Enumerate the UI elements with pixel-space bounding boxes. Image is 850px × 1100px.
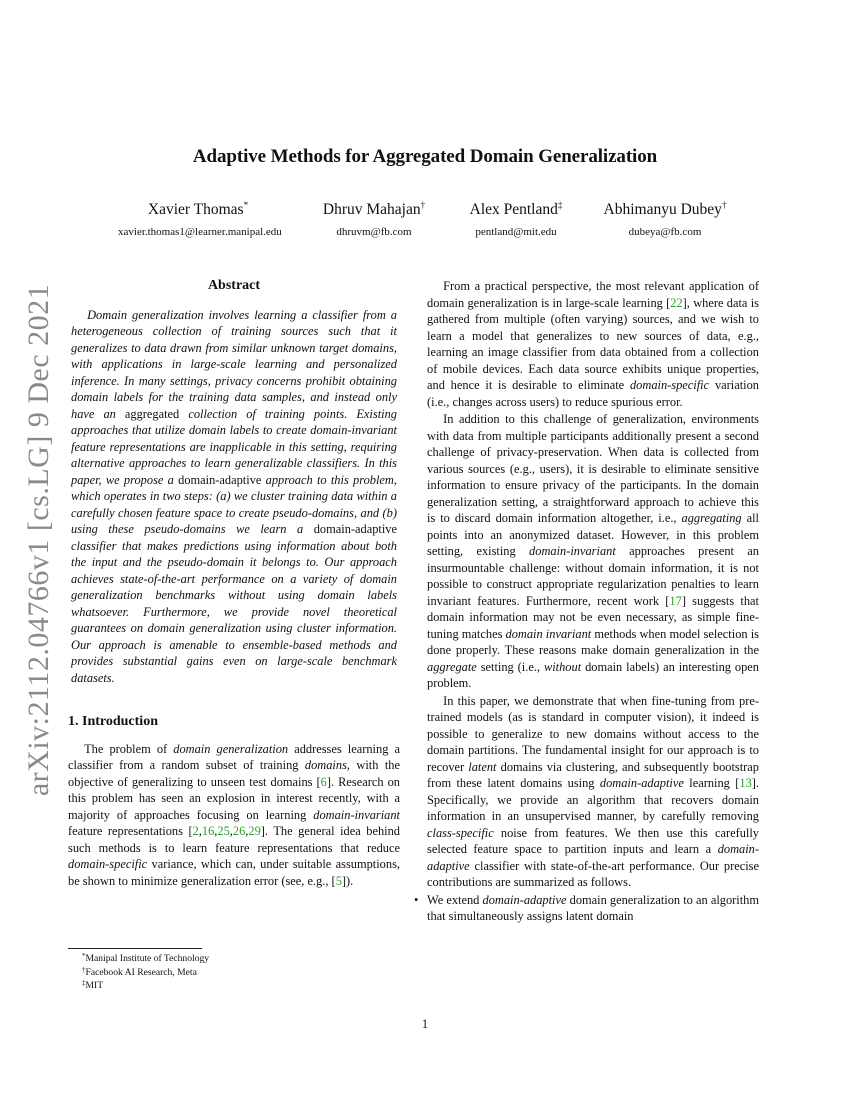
- abstract-heading: Abstract: [207, 278, 261, 293]
- paper-title: Adaptive Methods for Aggregated Domain Generalization: [192, 146, 658, 167]
- author-email: dubeya@fb.com: [628, 226, 702, 238]
- body-paragraph: In addition to this challenge of generalization, environments with data from multiple participants additionally present a second challenge of privacy-preservation. When data is collected from various sources (e.g., users), it is desirable to eliminate sensitive information to ensure privacy of the participants. In the domain generalization setting, a straightforward approach to achieve this is to discard domain information altogether, i.e., aggregating all points into an anonymized dataset. However, in this problem setting, existing domain-invariant approaches present an insurmountable challenge: without domain information, it is not possible to construct appropriate regularization penalties to learn invariant features. Furthermore, recent work [17] suggests that domain information may not be even necessary, as simple fine-tuning matches domain invariant methods when model selection is done properly. These reasons make domain generalization in the aggregate setting (i.e., without domain labels) an interesting open problem.: [427, 412, 759, 690]
- citation-link[interactable]: 6: [320, 774, 327, 789]
- author-block: [592, 200, 738, 240]
- author-name: Abhimanyu Dubey†: [603, 200, 727, 218]
- bullet-icon: •: [414, 892, 419, 907]
- footnotes: [82, 952, 209, 993]
- citation-link[interactable]: 26: [232, 824, 246, 838]
- footnote: ‡MIT: [82, 979, 104, 991]
- abstract-body: Domain generalization involves learning a classifier from a heterogeneous collection of training sources such that it generalizes to data drawn from similar unknown target domains, with applications in large-scale learning and personalized inference. In many settings, privacy concerns prohibit obtaining domain labels for the training data samples, and instead only have an aggregated collection of training points. Existing approaches that utilize domain labels to create domain-invariant feature representations are inapplicable in this setting, requiring alternative approaches to learn generalizable classifiers. In this paper, we propose a domain-adaptive approach to this problem, which operates in two steps: (a) we cluster training data within a carefully chosen feature space to create pseudo-domains, and (b) using these pseudo-domains we learn a domain-adaptive classifier that makes predictions using information about both the input and the pseudo-domain it belongs to. Our approach achieves state-of-the-art performance on a variety of domain generalization benchmarks without using domain labels whatsoever. Furthermore, we provide novel theoretical guarantees on domain generalization using cluster information. Our approach is amenable to ensemble-based methods and provides substantial gains even on large-scale benchmark datasets.: [71, 307, 397, 685]
- citation-link[interactable]: 5: [335, 873, 342, 888]
- page-number: 1: [421, 1017, 429, 1031]
- citation-link[interactable]: 2: [192, 824, 199, 838]
- author-email: pentland@mit.edu: [475, 226, 557, 238]
- citation-link[interactable]: 25: [217, 824, 230, 838]
- author-name: Alex Pentland‡: [469, 200, 563, 218]
- body-paragraph: From a practical perspective, the most relevant application of domain generalization is in large-scale learning [22], where data is gathered from multiple (often varying) sources, and we wish to learn a model that generalizes to new sources of data, e.g., learning an image classifier from data obtained from a collection of mobile devices. Each data source exhibits unique properties, and hence it is desirable to eliminate domain-specific variation (i.e., changes across users) to reduce spurious error.: [427, 279, 760, 409]
- author-email: dhruvm@fb.com: [336, 226, 412, 238]
- right-column: [414, 278, 760, 925]
- author-block: [458, 200, 574, 240]
- citation-link[interactable]: 13: [739, 776, 752, 790]
- citation-link[interactable]: 16: [201, 824, 215, 838]
- arxiv-stamp: arXiv:2112.04766v1 [cs.LG] 9 Dec 2021: [22, 283, 56, 797]
- footnote: †Facebook AI Research, Meta: [82, 965, 197, 978]
- citation-link[interactable]: 29: [248, 824, 261, 838]
- author-name: Xavier Thomas*: [147, 200, 249, 218]
- citation-link[interactable]: 17: [669, 593, 682, 608]
- footnote-divider: [68, 948, 202, 949]
- left-column: [68, 272, 400, 889]
- intro-paragraph: The problem of domain generalization addresses learning a classifier from a random subset of training domains, with the objective of generalizing to unseen test domains [6]. Research on this problem has seen an explosion in interest recently, with a majority of approaches focusing on learning domain-invariant feature representations [2,16,25,26,29]. The general idea behind such methods is to learn feature representations that reduce domain-specific variance, which can, under suitable assumptions, be shown to minimize generalization error (see, e.g., [5]).: [68, 741, 400, 888]
- author-block: [312, 200, 436, 240]
- citation-link[interactable]: 22: [670, 295, 683, 310]
- body-paragraph: In this paper, we demonstrate that when fine-tuning from pre-trained models (as is standard in computer vision), it indeed is possible to generalize to new domains without access to the domain partitions. The fundamental insight for our approach is to recover latent domains via clustering, and subsequently bootstrap from these latent domains using domain-adaptive learning [13]. Specifically, we provide an algorithm that recovers domain information in an unsupervised manner, by carefully removing class-specific noise from features. We then use this carefully selected feature space to partition inputs and learn a domain-adaptive classifier with state-of-the-art performance. Our precise contributions are summarized as follows.: [427, 693, 760, 889]
- contribution-bullet: • We extend domain-adaptive domain generalization to an algorithm that simultaneously assigns latent domain: [414, 892, 760, 923]
- author-name: Dhruv Mahajan†: [322, 200, 426, 218]
- footnote: *Manipal Institute of Technology: [82, 952, 210, 964]
- author-block: [118, 200, 282, 240]
- section-heading-introduction: 1. Introduction: [68, 714, 158, 729]
- author-email: xavier.thomas1@learner.manipal.edu: [118, 226, 282, 238]
